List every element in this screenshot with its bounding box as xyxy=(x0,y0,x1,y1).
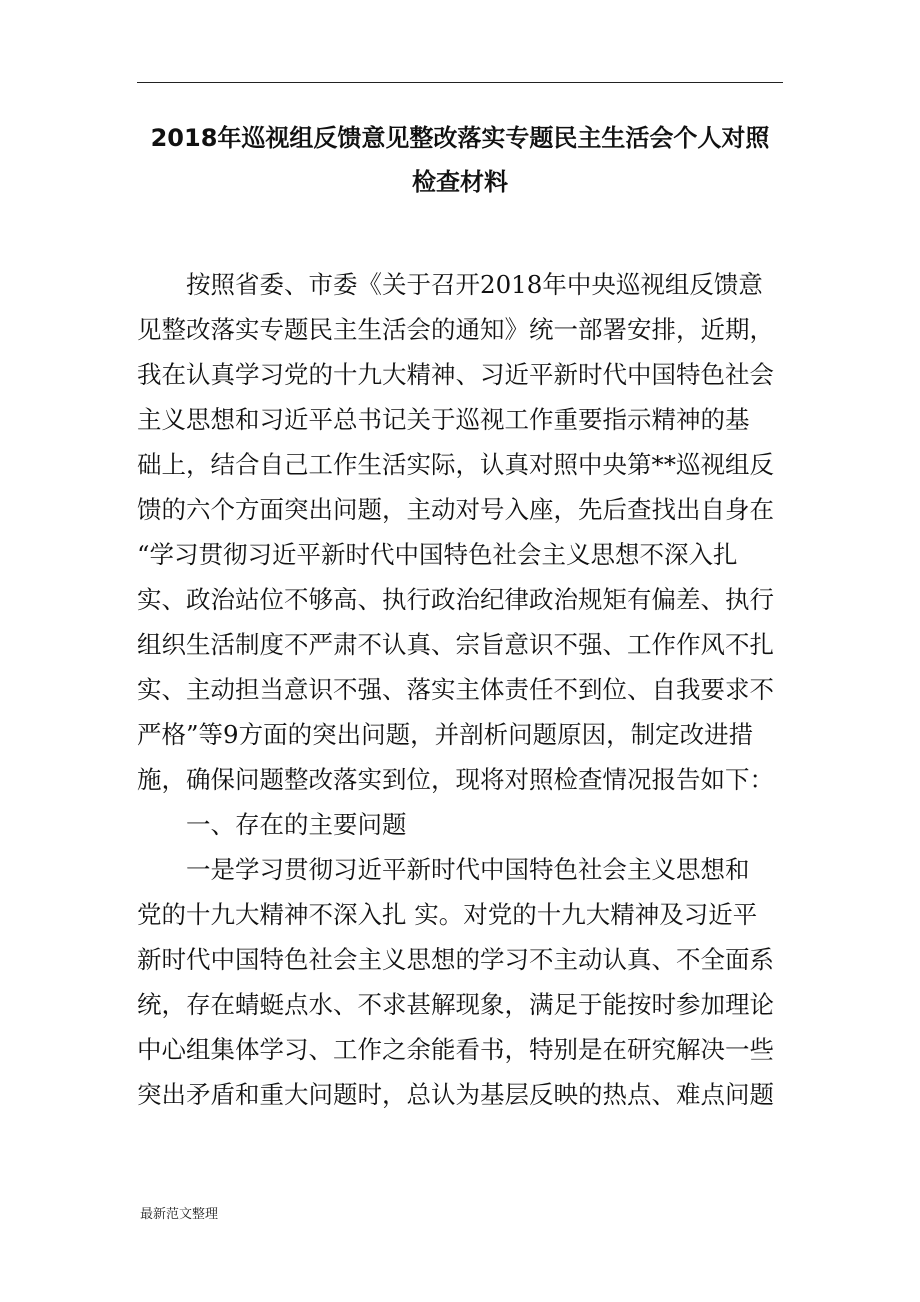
body-line: 一是学习贯彻习近平新时代中国特色社会主义思想和 xyxy=(186,855,750,884)
document-body xyxy=(137,262,783,1117)
body-line: 我在认真学习党的十九大精神、习近平新时代中国特色社会 xyxy=(137,360,774,389)
body-line: 严格”等9方面的突出问题，并剖析问题原因，制定改进措 xyxy=(137,720,754,749)
body-line: 中心组集体学习、工作之余能看书，特别是在研究解决一些 xyxy=(137,1035,774,1064)
body-line: “学习贯彻习近平新时代中国特色社会主义思想不深入扎 xyxy=(137,540,738,569)
page-footer: 最新范文整理 xyxy=(140,1207,219,1222)
body-line: 见整改落实专题民主生活会的通知》统一部署安排，近期， xyxy=(137,315,774,344)
body-line: 统，存在蜻蜓点水、不求甚解现象，满足于能按时参加理论 xyxy=(137,990,774,1019)
body-line: 主义思想和习近平总书记关于巡视工作重要指示精神的基 xyxy=(137,405,750,434)
body-line: 突出矛盾和重大问题时，总认为基层反映的热点、难点问题 xyxy=(137,1080,774,1109)
body-line: 组织生活制度不严肃不认真、宗旨意识不强、工作作风不扎 xyxy=(137,630,774,659)
section-heading: 一、存在的主要问题 xyxy=(186,810,407,839)
body-line: 馈的六个方面突出问题，主动对号入座，先后查找出自身在 xyxy=(137,495,774,524)
body-line: 党的十九大精神不深入扎 实。对党的十九大精神及习近平 xyxy=(137,900,758,929)
body-line: 施，确保问题整改落实到位，现将对照检查情况报告如下： xyxy=(137,765,774,794)
body-line: 础上，结合自己工作生活实际，认真对照中央第**巡视组反 xyxy=(137,450,774,479)
body-line: 新时代中国特色社会主义思想的学习不主动认真、不全面系 xyxy=(137,945,774,974)
title-line-1: 2018年巡视组反馈意见整改落实专题民主生活会个人对照 xyxy=(150,124,770,152)
title-line-2: 检查材料 xyxy=(412,168,508,196)
document-title xyxy=(137,116,783,204)
body-line: 按照省委、市委《关于召开2018年中央巡视组反馈意 xyxy=(186,270,763,299)
body-line: 实、主动担当意识不强、落实主体责任不到位、自我要求不 xyxy=(137,675,774,704)
header-rule xyxy=(137,82,783,83)
body-line: 实、政治站位不够高、执行政治纪律政治规矩有偏差、执行 xyxy=(137,585,774,614)
